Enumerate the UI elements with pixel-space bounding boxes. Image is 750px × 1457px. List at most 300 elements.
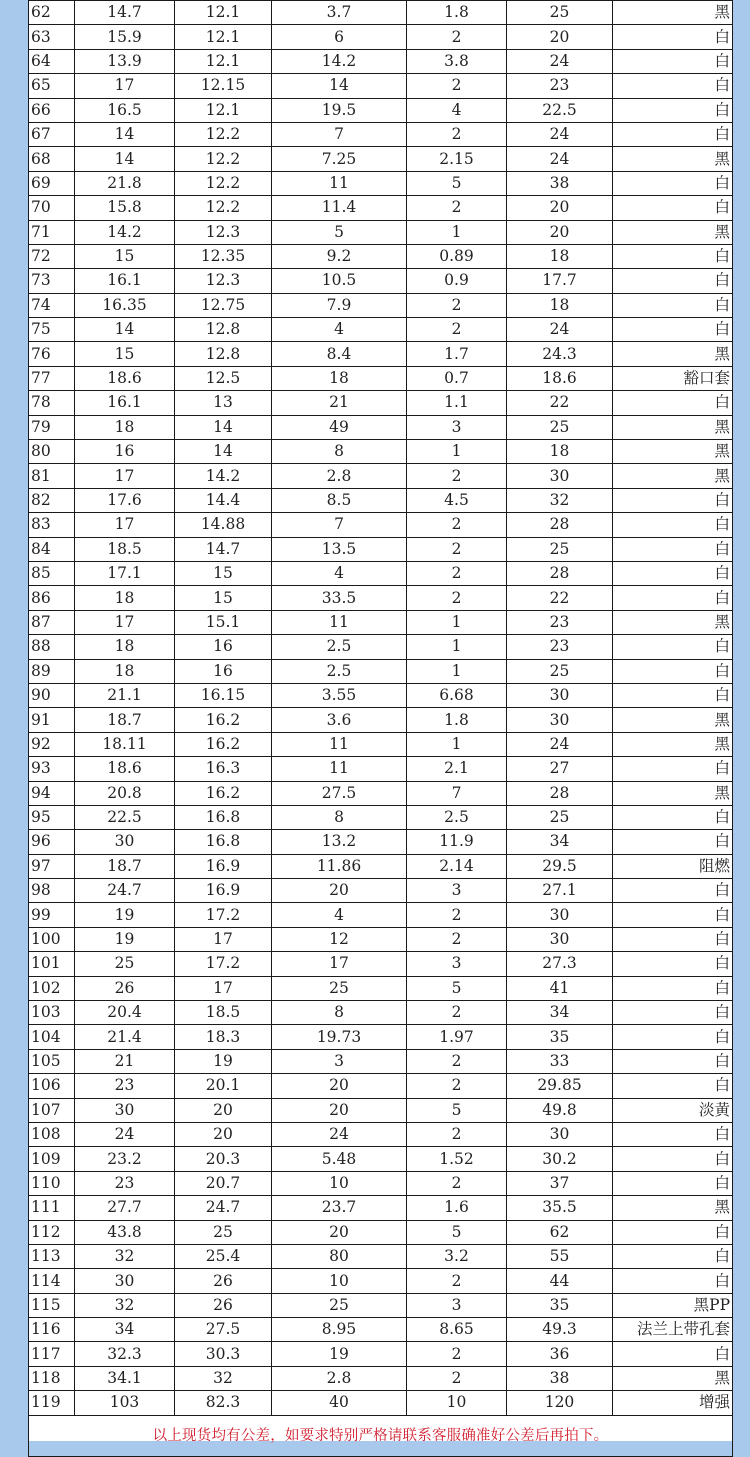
- cell-thickness: 2: [407, 1049, 507, 1073]
- cell-thickness: 2: [407, 1269, 507, 1293]
- cell-outer-diameter: 14: [75, 318, 175, 342]
- cell-row-number: 99: [29, 903, 75, 927]
- cell-length: 10.5: [272, 269, 407, 293]
- cell-flange-diameter: 22.5: [507, 98, 613, 122]
- cell-length: 10: [272, 1171, 407, 1195]
- cell-row-number: 66: [29, 98, 75, 122]
- cell-thickness: 11.9: [407, 830, 507, 854]
- cell-note: 白: [613, 561, 733, 585]
- cell-length: 11.4: [272, 196, 407, 220]
- cell-thickness: 2: [407, 903, 507, 927]
- cell-length: 3.55: [272, 683, 407, 707]
- cell-outer-diameter: 15: [75, 244, 175, 268]
- cell-outer-diameter: 16.5: [75, 98, 175, 122]
- table-row: [29, 366, 733, 390]
- cell-flange-diameter: 18: [507, 293, 613, 317]
- tolerance-note: 以上现货均有公差，如要求特别严格请联系客服确准好公差后再拍下。: [29, 1415, 733, 1456]
- cell-flange-diameter: 37: [507, 1171, 613, 1195]
- cell-length: 9.2: [272, 244, 407, 268]
- cell-row-number: 79: [29, 415, 75, 439]
- cell-inner-diameter: 17: [175, 927, 272, 951]
- cell-outer-diameter: 19: [75, 927, 175, 951]
- cell-flange-diameter: 28: [507, 781, 613, 805]
- cell-thickness: 3: [407, 415, 507, 439]
- cell-row-number: 111: [29, 1196, 75, 1220]
- cell-row-number: 90: [29, 683, 75, 707]
- table-row: [29, 732, 733, 756]
- cell-thickness: 2.15: [407, 147, 507, 171]
- cell-row-number: 103: [29, 1001, 75, 1025]
- table-row: [29, 805, 733, 829]
- cell-thickness: 3.2: [407, 1244, 507, 1268]
- cell-inner-diameter: 82.3: [175, 1391, 272, 1415]
- cell-flange-diameter: 27.1: [507, 879, 613, 903]
- cell-thickness: 1.52: [407, 1147, 507, 1171]
- cell-outer-diameter: 20.8: [75, 781, 175, 805]
- cell-flange-diameter: 25: [507, 805, 613, 829]
- cell-length: 18: [272, 366, 407, 390]
- cell-inner-diameter: 16.2: [175, 732, 272, 756]
- cell-inner-diameter: 12.15: [175, 74, 272, 98]
- cell-thickness: 1.1: [407, 391, 507, 415]
- cell-row-number: 95: [29, 805, 75, 829]
- table-row: [29, 196, 733, 220]
- cell-thickness: 4.5: [407, 488, 507, 512]
- cell-outer-diameter: 18.5: [75, 537, 175, 561]
- cell-row-number: 93: [29, 757, 75, 781]
- cell-inner-diameter: 14: [175, 440, 272, 464]
- cell-inner-diameter: 25.4: [175, 1244, 272, 1268]
- cell-thickness: 8.65: [407, 1318, 507, 1342]
- cell-thickness: 2.5: [407, 805, 507, 829]
- cell-thickness: 1: [407, 732, 507, 756]
- cell-flange-diameter: 30: [507, 708, 613, 732]
- cell-row-number: 89: [29, 659, 75, 683]
- cell-inner-diameter: 17.2: [175, 903, 272, 927]
- cell-row-number: 116: [29, 1318, 75, 1342]
- cell-outer-diameter: 19: [75, 903, 175, 927]
- cell-length: 17: [272, 952, 407, 976]
- spec-table: [28, 0, 733, 1457]
- cell-outer-diameter: 18: [75, 586, 175, 610]
- cell-inner-diameter: 16.2: [175, 708, 272, 732]
- cell-length: 49: [272, 415, 407, 439]
- footer-row: [29, 1415, 733, 1456]
- cell-length: 2.5: [272, 635, 407, 659]
- cell-row-number: 83: [29, 513, 75, 537]
- table-row: [29, 1342, 733, 1366]
- cell-row-number: 78: [29, 391, 75, 415]
- cell-note: 白: [613, 171, 733, 195]
- cell-row-number: 88: [29, 635, 75, 659]
- cell-length: 3: [272, 1049, 407, 1073]
- cell-flange-diameter: 27.3: [507, 952, 613, 976]
- table-row: [29, 415, 733, 439]
- cell-inner-diameter: 15: [175, 586, 272, 610]
- cell-flange-diameter: 23: [507, 635, 613, 659]
- cell-thickness: 2: [407, 25, 507, 49]
- cell-thickness: 7: [407, 781, 507, 805]
- table-row: [29, 1220, 733, 1244]
- cell-row-number: 82: [29, 488, 75, 512]
- cell-flange-diameter: 24: [507, 147, 613, 171]
- cell-note: 白: [613, 1244, 733, 1268]
- cell-outer-diameter: 21: [75, 1049, 175, 1073]
- cell-outer-diameter: 17: [75, 513, 175, 537]
- cell-length: 13.2: [272, 830, 407, 854]
- cell-row-number: 92: [29, 732, 75, 756]
- cell-note: 白: [613, 659, 733, 683]
- cell-length: 4: [272, 561, 407, 585]
- cell-note: 白: [613, 830, 733, 854]
- table-row: [29, 537, 733, 561]
- cell-outer-diameter: 14.2: [75, 220, 175, 244]
- table-row: [29, 440, 733, 464]
- cell-length: 8.5: [272, 488, 407, 512]
- cell-length: 8.4: [272, 342, 407, 366]
- cell-row-number: 110: [29, 1171, 75, 1195]
- cell-row-number: 65: [29, 74, 75, 98]
- cell-row-number: 87: [29, 610, 75, 634]
- cell-flange-diameter: 30: [507, 683, 613, 707]
- cell-length: 40: [272, 1391, 407, 1415]
- cell-note: 白: [613, 1220, 733, 1244]
- cell-note: 白: [613, 952, 733, 976]
- table-row: [29, 1122, 733, 1146]
- table-row: [29, 1293, 733, 1317]
- cell-outer-diameter: 14: [75, 147, 175, 171]
- cell-flange-diameter: 25: [507, 1, 613, 25]
- cell-thickness: 3: [407, 1293, 507, 1317]
- cell-length: 4: [272, 318, 407, 342]
- cell-note: 白: [613, 586, 733, 610]
- table-row: [29, 74, 733, 98]
- cell-thickness: 4: [407, 98, 507, 122]
- cell-row-number: 98: [29, 879, 75, 903]
- table-row: [29, 49, 733, 73]
- cell-inner-diameter: 12.3: [175, 269, 272, 293]
- cell-note: 白: [613, 318, 733, 342]
- cell-inner-diameter: 20.3: [175, 1147, 272, 1171]
- cell-flange-diameter: 18.6: [507, 366, 613, 390]
- table-row: [29, 1025, 733, 1049]
- cell-flange-diameter: 20: [507, 220, 613, 244]
- cell-note: 法兰上带孔套: [613, 1318, 733, 1342]
- cell-row-number: 73: [29, 269, 75, 293]
- cell-inner-diameter: 12.8: [175, 318, 272, 342]
- cell-row-number: 63: [29, 25, 75, 49]
- cell-outer-diameter: 21.4: [75, 1025, 175, 1049]
- cell-length: 14: [272, 74, 407, 98]
- cell-inner-diameter: 12.1: [175, 98, 272, 122]
- cell-inner-diameter: 14: [175, 415, 272, 439]
- cell-inner-diameter: 16.9: [175, 854, 272, 878]
- cell-length: 10: [272, 1269, 407, 1293]
- cell-length: 8.95: [272, 1318, 407, 1342]
- cell-row-number: 96: [29, 830, 75, 854]
- cell-row-number: 77: [29, 366, 75, 390]
- table-row: [29, 952, 733, 976]
- cell-row-number: 107: [29, 1098, 75, 1122]
- cell-thickness: 2: [407, 464, 507, 488]
- table-row: [29, 98, 733, 122]
- cell-length: 33.5: [272, 586, 407, 610]
- cell-length: 19: [272, 1342, 407, 1366]
- cell-thickness: 2: [407, 586, 507, 610]
- cell-inner-diameter: 12.5: [175, 366, 272, 390]
- cell-flange-diameter: 17.7: [507, 269, 613, 293]
- cell-inner-diameter: 18.3: [175, 1025, 272, 1049]
- cell-inner-diameter: 15.1: [175, 610, 272, 634]
- cell-inner-diameter: 14.2: [175, 464, 272, 488]
- cell-outer-diameter: 21.8: [75, 171, 175, 195]
- cell-flange-diameter: 34: [507, 830, 613, 854]
- cell-length: 13.5: [272, 537, 407, 561]
- cell-note: 白: [613, 244, 733, 268]
- cell-outer-diameter: 18.7: [75, 854, 175, 878]
- cell-note: 白: [613, 1122, 733, 1146]
- cell-outer-diameter: 13.9: [75, 49, 175, 73]
- cell-row-number: 67: [29, 122, 75, 146]
- cell-note: 黑: [613, 147, 733, 171]
- cell-outer-diameter: 17.6: [75, 488, 175, 512]
- cell-note: 白: [613, 293, 733, 317]
- cell-length: 11.86: [272, 854, 407, 878]
- cell-row-number: 118: [29, 1366, 75, 1390]
- table-row: [29, 171, 733, 195]
- cell-flange-diameter: 25: [507, 415, 613, 439]
- cell-inner-diameter: 12.1: [175, 49, 272, 73]
- cell-inner-diameter: 12.2: [175, 147, 272, 171]
- cell-outer-diameter: 18.6: [75, 757, 175, 781]
- cell-length: 24: [272, 1122, 407, 1146]
- cell-length: 21: [272, 391, 407, 415]
- table-row: [29, 854, 733, 878]
- cell-outer-diameter: 23.2: [75, 1147, 175, 1171]
- cell-note: 白: [613, 1147, 733, 1171]
- cell-thickness: 6.68: [407, 683, 507, 707]
- table-row: [29, 342, 733, 366]
- cell-length: 8: [272, 440, 407, 464]
- table-row: [29, 488, 733, 512]
- cell-inner-diameter: 12.75: [175, 293, 272, 317]
- cell-length: 7: [272, 122, 407, 146]
- cell-thickness: 1: [407, 659, 507, 683]
- cell-thickness: 2.1: [407, 757, 507, 781]
- cell-note: 白: [613, 1001, 733, 1025]
- cell-note: 白: [613, 513, 733, 537]
- cell-inner-diameter: 26: [175, 1293, 272, 1317]
- cell-note: 白: [613, 391, 733, 415]
- cell-note: 白: [613, 488, 733, 512]
- table-row: [29, 464, 733, 488]
- cell-outer-diameter: 30: [75, 1098, 175, 1122]
- cell-flange-diameter: 120: [507, 1391, 613, 1415]
- cell-flange-diameter: 33: [507, 1049, 613, 1073]
- cell-thickness: 2: [407, 927, 507, 951]
- cell-note: 黑: [613, 781, 733, 805]
- cell-flange-diameter: 24: [507, 49, 613, 73]
- cell-flange-diameter: 24.3: [507, 342, 613, 366]
- cell-outer-diameter: 17: [75, 74, 175, 98]
- cell-length: 25: [272, 1293, 407, 1317]
- cell-length: 80: [272, 1244, 407, 1268]
- table-row: [29, 122, 733, 146]
- cell-thickness: 3.8: [407, 49, 507, 73]
- cell-length: 6: [272, 25, 407, 49]
- cell-thickness: 1: [407, 440, 507, 464]
- cell-flange-diameter: 22: [507, 391, 613, 415]
- cell-inner-diameter: 30.3: [175, 1342, 272, 1366]
- cell-note: 阻燃: [613, 854, 733, 878]
- table-row: [29, 293, 733, 317]
- cell-thickness: 2: [407, 537, 507, 561]
- cell-note: 白: [613, 1049, 733, 1073]
- cell-flange-diameter: 35.5: [507, 1196, 613, 1220]
- cell-length: 7.25: [272, 147, 407, 171]
- cell-note: 白: [613, 25, 733, 49]
- cell-note: 淡黄: [613, 1098, 733, 1122]
- cell-outer-diameter: 14.7: [75, 1, 175, 25]
- cell-outer-diameter: 25: [75, 952, 175, 976]
- cell-thickness: 2: [407, 1074, 507, 1098]
- cell-inner-diameter: 14.88: [175, 513, 272, 537]
- table-row: [29, 1366, 733, 1390]
- cell-flange-diameter: 36: [507, 1342, 613, 1366]
- cell-row-number: 68: [29, 147, 75, 171]
- cell-outer-diameter: 18: [75, 635, 175, 659]
- cell-length: 11: [272, 610, 407, 634]
- table-row: [29, 586, 733, 610]
- cell-flange-diameter: 28: [507, 561, 613, 585]
- cell-inner-diameter: 12.2: [175, 171, 272, 195]
- cell-row-number: 106: [29, 1074, 75, 1098]
- cell-inner-diameter: 32: [175, 1366, 272, 1390]
- cell-thickness: 2: [407, 196, 507, 220]
- cell-outer-diameter: 16.1: [75, 391, 175, 415]
- table-row: [29, 244, 733, 268]
- cell-flange-diameter: 30: [507, 464, 613, 488]
- cell-outer-diameter: 15.9: [75, 25, 175, 49]
- table-row: [29, 1196, 733, 1220]
- cell-inner-diameter: 27.5: [175, 1318, 272, 1342]
- cell-note: 白: [613, 1171, 733, 1195]
- cell-flange-diameter: 20: [507, 196, 613, 220]
- cell-row-number: 101: [29, 952, 75, 976]
- cell-flange-diameter: 49.3: [507, 1318, 613, 1342]
- cell-thickness: 2: [407, 1342, 507, 1366]
- cell-outer-diameter: 24: [75, 1122, 175, 1146]
- cell-length: 11: [272, 757, 407, 781]
- cell-row-number: 69: [29, 171, 75, 195]
- cell-row-number: 94: [29, 781, 75, 805]
- table-row: [29, 635, 733, 659]
- table-row: [29, 269, 733, 293]
- table-row: [29, 659, 733, 683]
- cell-flange-diameter: 38: [507, 1366, 613, 1390]
- cell-note: 白: [613, 269, 733, 293]
- cell-flange-diameter: 23: [507, 74, 613, 98]
- cell-note: 白: [613, 49, 733, 73]
- cell-thickness: 2: [407, 293, 507, 317]
- table-row: [29, 830, 733, 854]
- cell-row-number: 105: [29, 1049, 75, 1073]
- cell-inner-diameter: 12.2: [175, 196, 272, 220]
- cell-flange-diameter: 24: [507, 318, 613, 342]
- cell-thickness: 2: [407, 1171, 507, 1195]
- cell-flange-diameter: 30: [507, 903, 613, 927]
- cell-row-number: 74: [29, 293, 75, 317]
- cell-row-number: 80: [29, 440, 75, 464]
- table-row: [29, 781, 733, 805]
- cell-note: 白: [613, 537, 733, 561]
- table-row: [29, 513, 733, 537]
- cell-inner-diameter: 20: [175, 1098, 272, 1122]
- cell-outer-diameter: 26: [75, 976, 175, 1000]
- table-row: [29, 1269, 733, 1293]
- cell-thickness: 5: [407, 171, 507, 195]
- cell-outer-diameter: 16.1: [75, 269, 175, 293]
- cell-row-number: 72: [29, 244, 75, 268]
- cell-length: 8: [272, 805, 407, 829]
- cell-outer-diameter: 27.7: [75, 1196, 175, 1220]
- cell-inner-diameter: 18.5: [175, 1001, 272, 1025]
- cell-flange-diameter: 24: [507, 122, 613, 146]
- cell-thickness: 2: [407, 513, 507, 537]
- cell-length: 7: [272, 513, 407, 537]
- cell-row-number: 84: [29, 537, 75, 561]
- cell-thickness: 1.8: [407, 708, 507, 732]
- table-row: [29, 903, 733, 927]
- cell-inner-diameter: 16.8: [175, 830, 272, 854]
- cell-thickness: 5: [407, 1098, 507, 1122]
- table-row: [29, 1001, 733, 1025]
- cell-flange-diameter: 18: [507, 440, 613, 464]
- table-row: [29, 1171, 733, 1195]
- cell-outer-diameter: 34.1: [75, 1366, 175, 1390]
- cell-flange-diameter: 18: [507, 244, 613, 268]
- cell-note: 豁口套: [613, 366, 733, 390]
- cell-inner-diameter: 25: [175, 1220, 272, 1244]
- cell-flange-diameter: 34: [507, 1001, 613, 1025]
- cell-inner-diameter: 13: [175, 391, 272, 415]
- cell-flange-diameter: 27: [507, 757, 613, 781]
- cell-thickness: 1: [407, 220, 507, 244]
- cell-length: 20: [272, 1074, 407, 1098]
- table-row: [29, 1318, 733, 1342]
- cell-outer-diameter: 16: [75, 440, 175, 464]
- table-row: [29, 927, 733, 951]
- cell-note: 白: [613, 635, 733, 659]
- cell-outer-diameter: 14: [75, 122, 175, 146]
- cell-thickness: 2.14: [407, 854, 507, 878]
- cell-thickness: 3: [407, 879, 507, 903]
- cell-note: 白: [613, 74, 733, 98]
- cell-row-number: 62: [29, 1, 75, 25]
- cell-outer-diameter: 15.8: [75, 196, 175, 220]
- cell-length: 3.6: [272, 708, 407, 732]
- cell-row-number: 91: [29, 708, 75, 732]
- cell-inner-diameter: 16.15: [175, 683, 272, 707]
- cell-outer-diameter: 30: [75, 1269, 175, 1293]
- cell-length: 20: [272, 1220, 407, 1244]
- cell-length: 4: [272, 903, 407, 927]
- cell-row-number: 115: [29, 1293, 75, 1317]
- cell-note: 黑: [613, 440, 733, 464]
- cell-length: 12: [272, 927, 407, 951]
- cell-length: 11: [272, 732, 407, 756]
- cell-thickness: 2: [407, 1122, 507, 1146]
